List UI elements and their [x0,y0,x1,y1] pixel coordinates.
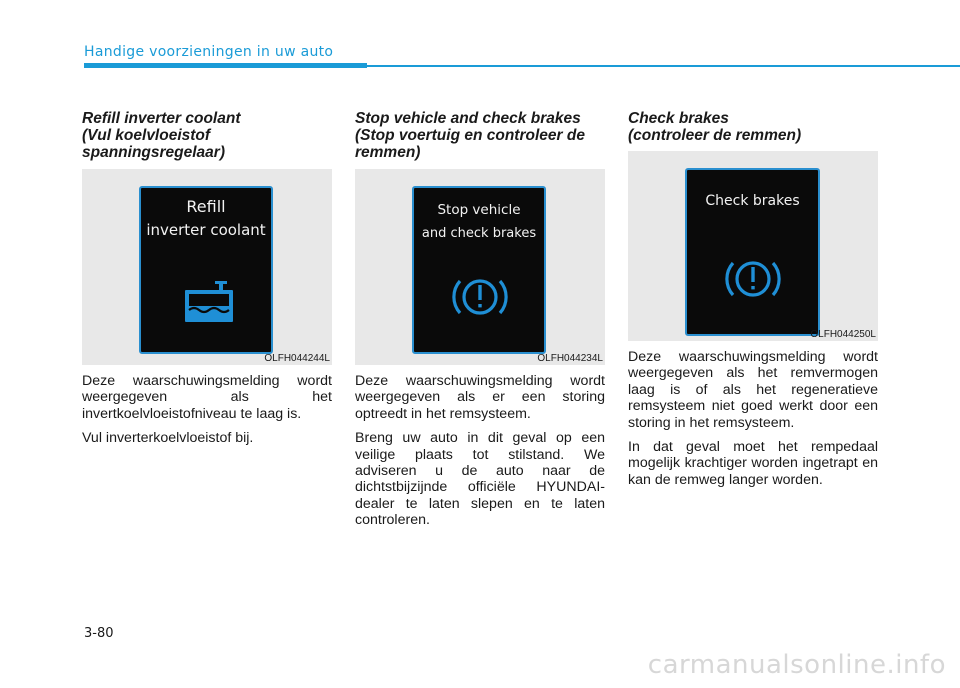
figure-cluster-display [628,151,878,341]
figure-cluster-display [355,169,605,365]
section-check-brakes [628,110,878,488]
display-line-2: inverter coolant [146,221,266,239]
warning-display-panel [412,186,546,354]
header-rule [367,65,960,67]
warning-display-panel [139,186,273,354]
watermark: carmanualsonline.info [647,650,946,680]
display-line-1: Refill [186,197,226,216]
figure-label: OLFH044234L [537,353,603,364]
section-stop-vehicle-check-brakes [355,110,605,529]
brake-warning-icon [451,274,509,320]
section-header-title: Handige voorzieningen in uw auto [84,44,334,60]
section-heading: Stop vehicle and check brakes (Stop voertuig en controleer de remmen) [355,110,585,161]
paragraph: In dat geval moet het rempedaal mogelijk krachtiger worden ingetrapt en kan de remweg langer worden. [628,439,878,488]
figure-label: OLFH044244L [264,353,330,364]
figure-label: OLFH044250L [810,329,876,340]
page-number: 3-80 [84,626,114,641]
warning-display-panel [685,168,820,336]
header-bar [84,63,367,68]
section-heading: Check brakes (controleer de remmen) [628,110,802,144]
paragraph: Breng uw auto in dit geval op een veilige plaats tot stilstand. We adviseren u de auto naar de dichtstbijzijnde officiële HYUNDAI-dealer te laten slepen en te laten controleren. [355,430,605,529]
brake-warning-icon [724,256,782,302]
paragraph: Deze waarschuwingsmelding wordt weergegeven als er een storing optreedt in het remsysteem. [355,373,605,422]
figure-cluster-display [82,169,332,365]
paragraph: Vul inverterkoelvloeistof bij. [82,430,254,447]
display-line-1: Stop vehicle [437,202,521,218]
display-line-2: and check brakes [421,226,537,241]
section-heading: Refill inverter coolant (Vul koelvloeistof spanningsregelaar) [82,110,241,161]
display-line-1: Check brakes [705,193,800,209]
coolant-reservoir-icon [183,280,235,324]
paragraph: Deze waarschuwingsmelding wordt weergegeven als het invertkoelvloeistofniveau te laag is. [82,373,332,422]
section-refill-inverter-coolant [82,110,332,447]
paragraph: Deze waarschuwingsmelding wordt weergegeven als het remvermogen laag is of als het regeneratieve remsysteem niet goed werkt door een storing in het remsysteem. [628,349,878,431]
